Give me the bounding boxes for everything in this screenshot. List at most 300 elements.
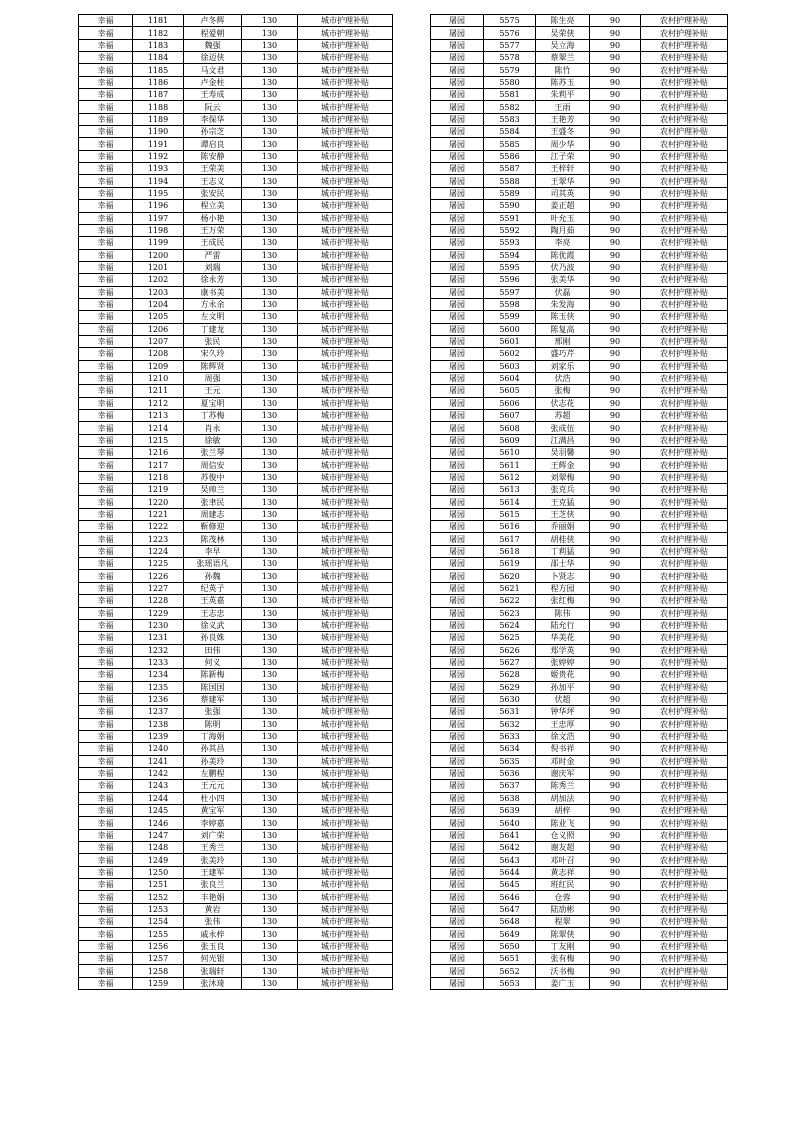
table-row — [79, 953, 393, 965]
table-row — [79, 607, 393, 619]
town-cell: 幸福 — [79, 422, 133, 434]
subsidy-type-cell: 农村护理补贴 — [641, 817, 728, 829]
serial-number-cell: 1185 — [133, 64, 184, 76]
table-row — [79, 249, 393, 261]
town-cell: 屠园 — [431, 224, 484, 236]
amount-cell: 130 — [242, 792, 298, 804]
town-cell: 幸福 — [79, 582, 133, 594]
amount-cell: 130 — [242, 570, 298, 582]
serial-number-cell: 1256 — [133, 940, 184, 952]
subsidy-type-cell: 农村护理补贴 — [641, 570, 728, 582]
serial-number-cell: 5629 — [484, 681, 536, 693]
serial-number-cell: 1181 — [133, 15, 184, 27]
table-row — [431, 817, 728, 829]
amount-cell: 130 — [242, 903, 298, 915]
table-row — [431, 928, 728, 940]
name-cell: 陈辉贤 — [184, 360, 242, 372]
serial-number-cell: 1259 — [133, 977, 184, 989]
table-row — [431, 15, 728, 27]
town-cell: 屠园 — [431, 286, 484, 298]
table-row — [79, 965, 393, 977]
town-cell: 屠园 — [431, 977, 484, 989]
subsidy-type-cell: 城市护理补贴 — [298, 730, 393, 742]
table-row — [431, 286, 728, 298]
table-row — [79, 410, 393, 422]
name-cell: 马文君 — [184, 64, 242, 76]
amount-cell: 130 — [242, 656, 298, 668]
table-row — [431, 780, 728, 792]
name-cell: 姜广玉 — [536, 977, 590, 989]
town-cell: 屠园 — [431, 632, 484, 644]
town-cell: 屠园 — [431, 656, 484, 668]
table-row — [79, 866, 393, 878]
name-cell: 程翠 — [536, 916, 590, 928]
name-cell: 张伟 — [184, 916, 242, 928]
table-row — [431, 953, 728, 965]
serial-number-cell: 1252 — [133, 891, 184, 903]
amount-cell: 130 — [242, 138, 298, 150]
amount-cell: 90 — [590, 965, 641, 977]
serial-number-cell: 5631 — [484, 706, 536, 718]
name-cell: 王荣美 — [184, 163, 242, 175]
subsidy-type-cell: 城市护理补贴 — [298, 138, 393, 150]
town-cell: 幸福 — [79, 879, 133, 891]
subsidy-type-cell: 农村护理补贴 — [641, 249, 728, 261]
name-cell: 姬贵花 — [536, 669, 590, 681]
town-cell: 屠园 — [431, 558, 484, 570]
subsidy-type-cell: 农村护理补贴 — [641, 521, 728, 533]
town-cell: 屠园 — [431, 928, 484, 940]
subsidy-type-cell: 农村护理补贴 — [641, 496, 728, 508]
name-cell: 徐义武 — [184, 619, 242, 631]
amount-cell: 130 — [242, 397, 298, 409]
serial-number-cell: 1187 — [133, 89, 184, 101]
serial-number-cell: 1196 — [133, 200, 184, 212]
subsidy-type-cell: 城市护理补贴 — [298, 545, 393, 557]
serial-number-cell: 1241 — [133, 755, 184, 767]
serial-number-cell: 5584 — [484, 126, 536, 138]
name-cell: 程爱朝 — [184, 27, 242, 39]
table-row — [431, 669, 728, 681]
town-cell: 幸福 — [79, 224, 133, 236]
serial-number-cell: 1192 — [133, 150, 184, 162]
subsidy-type-cell: 城市护理补贴 — [298, 632, 393, 644]
name-cell: 王元 — [184, 385, 242, 397]
name-cell: 张聿民 — [184, 496, 242, 508]
serial-number-cell: 1243 — [133, 780, 184, 792]
serial-number-cell: 1201 — [133, 261, 184, 273]
table-row — [79, 545, 393, 557]
table-row — [79, 175, 393, 187]
amount-cell: 130 — [242, 274, 298, 286]
table-row — [79, 558, 393, 570]
subsidy-type-cell: 农村护理补贴 — [641, 175, 728, 187]
subsidy-type-cell: 城市护理补贴 — [298, 669, 393, 681]
serial-number-cell: 5642 — [484, 842, 536, 854]
subsidy-type-cell: 城市护理补贴 — [298, 249, 393, 261]
serial-number-cell: 1238 — [133, 718, 184, 730]
amount-cell: 90 — [590, 52, 641, 64]
subsidy-type-cell: 农村护理补贴 — [641, 397, 728, 409]
amount-cell: 130 — [242, 854, 298, 866]
town-cell: 屠园 — [431, 89, 484, 101]
amount-cell: 90 — [590, 508, 641, 520]
serial-number-cell: 5646 — [484, 891, 536, 903]
amount-cell: 90 — [590, 323, 641, 335]
table-row — [79, 829, 393, 841]
name-cell: 李亮 — [536, 237, 590, 249]
roster-table-left — [78, 14, 393, 990]
subsidy-type-cell: 农村护理补贴 — [641, 113, 728, 125]
name-cell: 程方园 — [536, 582, 590, 594]
amount-cell: 130 — [242, 755, 298, 767]
subsidy-type-cell: 城市护理补贴 — [298, 829, 393, 841]
town-cell: 屠园 — [431, 570, 484, 582]
town-cell: 幸福 — [79, 52, 133, 64]
subsidy-type-cell: 城市护理补贴 — [298, 903, 393, 915]
name-cell: 丰艳娟 — [184, 891, 242, 903]
name-cell: 戚永梓 — [184, 928, 242, 940]
amount-cell: 130 — [242, 212, 298, 224]
table-row — [431, 792, 728, 804]
subsidy-type-cell: 农村护理补贴 — [641, 940, 728, 952]
name-cell: 徐敏 — [184, 434, 242, 446]
table-row — [431, 718, 728, 730]
subsidy-type-cell: 农村护理补贴 — [641, 891, 728, 903]
roster-table-right — [430, 14, 728, 990]
town-cell: 屠园 — [431, 52, 484, 64]
town-cell: 幸福 — [79, 891, 133, 903]
serial-number-cell: 5640 — [484, 817, 536, 829]
subsidy-type-cell: 农村护理补贴 — [641, 126, 728, 138]
subsidy-type-cell: 城市护理补贴 — [298, 570, 393, 582]
serial-number-cell: 1207 — [133, 335, 184, 347]
table-row — [79, 706, 393, 718]
name-cell: 张梅 — [536, 385, 590, 397]
town-cell: 屠园 — [431, 755, 484, 767]
amount-cell: 130 — [242, 175, 298, 187]
serial-number-cell: 5604 — [484, 372, 536, 384]
serial-number-cell: 5645 — [484, 879, 536, 891]
name-cell: 王建军 — [184, 866, 242, 878]
name-cell: 左文明 — [184, 311, 242, 323]
town-cell: 屠园 — [431, 730, 484, 742]
serial-number-cell: 5611 — [484, 459, 536, 471]
town-cell: 幸福 — [79, 150, 133, 162]
table-row — [431, 977, 728, 989]
name-cell: 周建志 — [184, 508, 242, 520]
subsidy-type-cell: 农村护理补贴 — [641, 422, 728, 434]
name-cell: 张兰琴 — [184, 447, 242, 459]
subsidy-type-cell: 城市护理补贴 — [298, 953, 393, 965]
subsidy-type-cell: 农村护理补贴 — [641, 854, 728, 866]
amount-cell: 90 — [590, 879, 641, 891]
amount-cell: 130 — [242, 298, 298, 310]
serial-number-cell: 1198 — [133, 224, 184, 236]
name-cell: 华美花 — [536, 632, 590, 644]
subsidy-type-cell: 城市护理补贴 — [298, 89, 393, 101]
subsidy-type-cell: 农村护理补贴 — [641, 237, 728, 249]
name-cell: 夏宝明 — [184, 397, 242, 409]
serial-number-cell: 1233 — [133, 656, 184, 668]
subsidy-type-cell: 农村护理补贴 — [641, 508, 728, 520]
serial-number-cell: 5609 — [484, 434, 536, 446]
name-cell: 谢友超 — [536, 842, 590, 854]
amount-cell: 130 — [242, 360, 298, 372]
town-cell: 屠园 — [431, 212, 484, 224]
subsidy-type-cell: 城市护理补贴 — [298, 805, 393, 817]
town-cell: 屠园 — [431, 434, 484, 446]
amount-cell: 90 — [590, 175, 641, 187]
table-row — [79, 681, 393, 693]
name-cell: 张强 — [184, 706, 242, 718]
subsidy-type-cell: 农村护理补贴 — [641, 866, 728, 878]
serial-number-cell: 1189 — [133, 113, 184, 125]
subsidy-type-cell: 农村护理补贴 — [641, 360, 728, 372]
name-cell: 郑学英 — [536, 644, 590, 656]
name-cell: 姜正超 — [536, 200, 590, 212]
town-cell: 幸福 — [79, 385, 133, 397]
name-cell: 王成民 — [184, 237, 242, 249]
serial-number-cell: 5623 — [484, 607, 536, 619]
amount-cell: 90 — [590, 953, 641, 965]
name-cell: 张美华 — [536, 274, 590, 286]
town-cell: 屠园 — [431, 64, 484, 76]
subsidy-type-cell: 城市护理补贴 — [298, 656, 393, 668]
subsidy-type-cell: 农村护理补贴 — [641, 224, 728, 236]
subsidy-type-cell: 城市护理补贴 — [298, 644, 393, 656]
table-row — [79, 582, 393, 594]
serial-number-cell: 1229 — [133, 607, 184, 619]
name-cell: 邓时金 — [536, 755, 590, 767]
serial-number-cell: 1254 — [133, 916, 184, 928]
serial-number-cell: 5597 — [484, 286, 536, 298]
subsidy-type-cell: 农村护理补贴 — [641, 274, 728, 286]
serial-number-cell: 5625 — [484, 632, 536, 644]
table-row — [79, 138, 393, 150]
subsidy-type-cell: 农村护理补贴 — [641, 348, 728, 360]
town-cell: 屠园 — [431, 471, 484, 483]
serial-number-cell: 5603 — [484, 360, 536, 372]
table-row — [431, 76, 728, 88]
table-row — [431, 730, 728, 742]
name-cell: 刘翠梅 — [536, 471, 590, 483]
table-row — [79, 434, 393, 446]
serial-number-cell: 5615 — [484, 508, 536, 520]
serial-number-cell: 1205 — [133, 311, 184, 323]
subsidy-type-cell: 农村护理补贴 — [641, 261, 728, 273]
table-row — [431, 619, 728, 631]
subsidy-type-cell: 农村护理补贴 — [641, 953, 728, 965]
subsidy-type-cell: 农村护理补贴 — [641, 533, 728, 545]
town-cell: 屠园 — [431, 866, 484, 878]
table-row — [79, 286, 393, 298]
serial-number-cell: 1194 — [133, 175, 184, 187]
amount-cell: 90 — [590, 780, 641, 792]
name-cell: 卜贤志 — [536, 570, 590, 582]
amount-cell: 90 — [590, 805, 641, 817]
amount-cell: 90 — [590, 792, 641, 804]
name-cell: 陈翠侠 — [536, 928, 590, 940]
amount-cell: 130 — [242, 558, 298, 570]
table-row — [431, 323, 728, 335]
serial-number-cell: 1182 — [133, 27, 184, 39]
name-cell: 左鹏程 — [184, 767, 242, 779]
amount-cell: 90 — [590, 126, 641, 138]
town-cell: 幸福 — [79, 940, 133, 952]
subsidy-type-cell: 农村护理补贴 — [641, 767, 728, 779]
name-cell: 司其英 — [536, 187, 590, 199]
town-cell: 幸福 — [79, 15, 133, 27]
subsidy-type-cell: 农村护理补贴 — [641, 965, 728, 977]
town-cell: 幸福 — [79, 619, 133, 631]
name-cell: 孙良姝 — [184, 632, 242, 644]
subsidy-type-cell: 城市护理补贴 — [298, 977, 393, 989]
serial-number-cell: 5613 — [484, 484, 536, 496]
town-cell: 幸福 — [79, 434, 133, 446]
table-row — [79, 311, 393, 323]
subsidy-type-cell: 农村护理补贴 — [641, 632, 728, 644]
amount-cell: 130 — [242, 434, 298, 446]
serial-number-cell: 5643 — [484, 854, 536, 866]
subsidy-type-cell: 农村护理补贴 — [641, 805, 728, 817]
town-cell: 屠园 — [431, 619, 484, 631]
table-row — [431, 644, 728, 656]
name-cell: 蔡翠兰 — [536, 52, 590, 64]
table-row — [79, 200, 393, 212]
serial-number-cell: 5644 — [484, 866, 536, 878]
town-cell: 屠园 — [431, 496, 484, 508]
subsidy-type-cell: 农村护理补贴 — [641, 447, 728, 459]
table-row — [79, 484, 393, 496]
amount-cell: 130 — [242, 459, 298, 471]
name-cell: 杜小四 — [184, 792, 242, 804]
town-cell: 幸福 — [79, 681, 133, 693]
name-cell: 陈玉侠 — [536, 311, 590, 323]
serial-number-cell: 5621 — [484, 582, 536, 594]
serial-number-cell: 5614 — [484, 496, 536, 508]
serial-number-cell: 1255 — [133, 928, 184, 940]
name-cell: 王艳芳 — [536, 113, 590, 125]
subsidy-type-cell: 农村护理补贴 — [641, 829, 728, 841]
town-cell: 屠园 — [431, 743, 484, 755]
amount-cell: 130 — [242, 582, 298, 594]
town-cell: 屠园 — [431, 693, 484, 705]
serial-number-cell: 1246 — [133, 817, 184, 829]
table-row — [431, 447, 728, 459]
subsidy-type-cell: 城市护理补贴 — [298, 372, 393, 384]
name-cell: 徐迈侠 — [184, 52, 242, 64]
name-cell: 张有梅 — [536, 953, 590, 965]
serial-number-cell: 1213 — [133, 410, 184, 422]
town-cell: 幸福 — [79, 903, 133, 915]
amount-cell: 130 — [242, 286, 298, 298]
town-cell: 屠园 — [431, 422, 484, 434]
serial-number-cell: 1228 — [133, 595, 184, 607]
name-cell: 孙其昌 — [184, 743, 242, 755]
serial-number-cell: 1212 — [133, 397, 184, 409]
amount-cell: 130 — [242, 940, 298, 952]
table-row — [431, 496, 728, 508]
name-cell: 严雷 — [184, 249, 242, 261]
name-cell: 邵士华 — [536, 558, 590, 570]
table-row — [431, 508, 728, 520]
subsidy-type-cell: 农村护理补贴 — [641, 76, 728, 88]
name-cell: 刘瑞 — [184, 261, 242, 273]
town-cell: 幸福 — [79, 126, 133, 138]
table-row — [79, 27, 393, 39]
table-row — [431, 126, 728, 138]
table-row — [79, 15, 393, 27]
name-cell: 胡梓 — [536, 805, 590, 817]
serial-number-cell: 5598 — [484, 298, 536, 310]
name-cell: 丁建龙 — [184, 323, 242, 335]
name-cell: 伏超 — [536, 693, 590, 705]
name-cell: 张克兵 — [536, 484, 590, 496]
amount-cell: 90 — [590, 311, 641, 323]
town-cell: 幸福 — [79, 595, 133, 607]
subsidy-type-cell: 农村护理补贴 — [641, 780, 728, 792]
town-cell: 屠园 — [431, 360, 484, 372]
serial-number-cell: 5627 — [484, 656, 536, 668]
table-row — [431, 89, 728, 101]
amount-cell: 90 — [590, 669, 641, 681]
name-cell: 康书美 — [184, 286, 242, 298]
amount-cell: 90 — [590, 200, 641, 212]
serial-number-cell: 5593 — [484, 237, 536, 249]
serial-number-cell: 1227 — [133, 582, 184, 594]
name-cell: 王芝侠 — [536, 508, 590, 520]
serial-number-cell: 5580 — [484, 76, 536, 88]
subsidy-type-cell: 城市护理补贴 — [298, 200, 393, 212]
subsidy-type-cell: 城市护理补贴 — [298, 607, 393, 619]
town-cell: 幸福 — [79, 928, 133, 940]
serial-number-cell: 1231 — [133, 632, 184, 644]
table-row — [79, 447, 393, 459]
serial-number-cell: 5605 — [484, 385, 536, 397]
name-cell: 孙宗芝 — [184, 126, 242, 138]
amount-cell: 90 — [590, 237, 641, 249]
table-row — [431, 521, 728, 533]
amount-cell: 130 — [242, 706, 298, 718]
serial-number-cell: 1242 — [133, 767, 184, 779]
table-row — [79, 274, 393, 286]
amount-cell: 90 — [590, 150, 641, 162]
name-cell: 仓蓉 — [536, 891, 590, 903]
amount-cell: 90 — [590, 385, 641, 397]
name-cell: 王辉金 — [536, 459, 590, 471]
town-cell: 屠园 — [431, 681, 484, 693]
name-cell: 朱莉平 — [536, 89, 590, 101]
subsidy-type-cell: 城市护理补贴 — [298, 434, 393, 446]
subsidy-type-cell: 农村护理补贴 — [641, 187, 728, 199]
subsidy-type-cell: 城市护理补贴 — [298, 311, 393, 323]
name-cell: 宋久玲 — [184, 348, 242, 360]
subsidy-type-cell: 农村护理补贴 — [641, 879, 728, 891]
town-cell: 屠园 — [431, 817, 484, 829]
subsidy-type-cell: 城市护理补贴 — [298, 163, 393, 175]
serial-number-cell: 5630 — [484, 693, 536, 705]
subsidy-type-cell: 城市护理补贴 — [298, 39, 393, 51]
table-row — [79, 89, 393, 101]
amount-cell: 90 — [590, 212, 641, 224]
town-cell: 屠园 — [431, 348, 484, 360]
name-cell: 卢金柱 — [184, 76, 242, 88]
town-cell: 幸福 — [79, 138, 133, 150]
subsidy-type-cell: 城市护理补贴 — [298, 52, 393, 64]
subsidy-type-cell: 城市护理补贴 — [298, 471, 393, 483]
town-cell: 幸福 — [79, 743, 133, 755]
